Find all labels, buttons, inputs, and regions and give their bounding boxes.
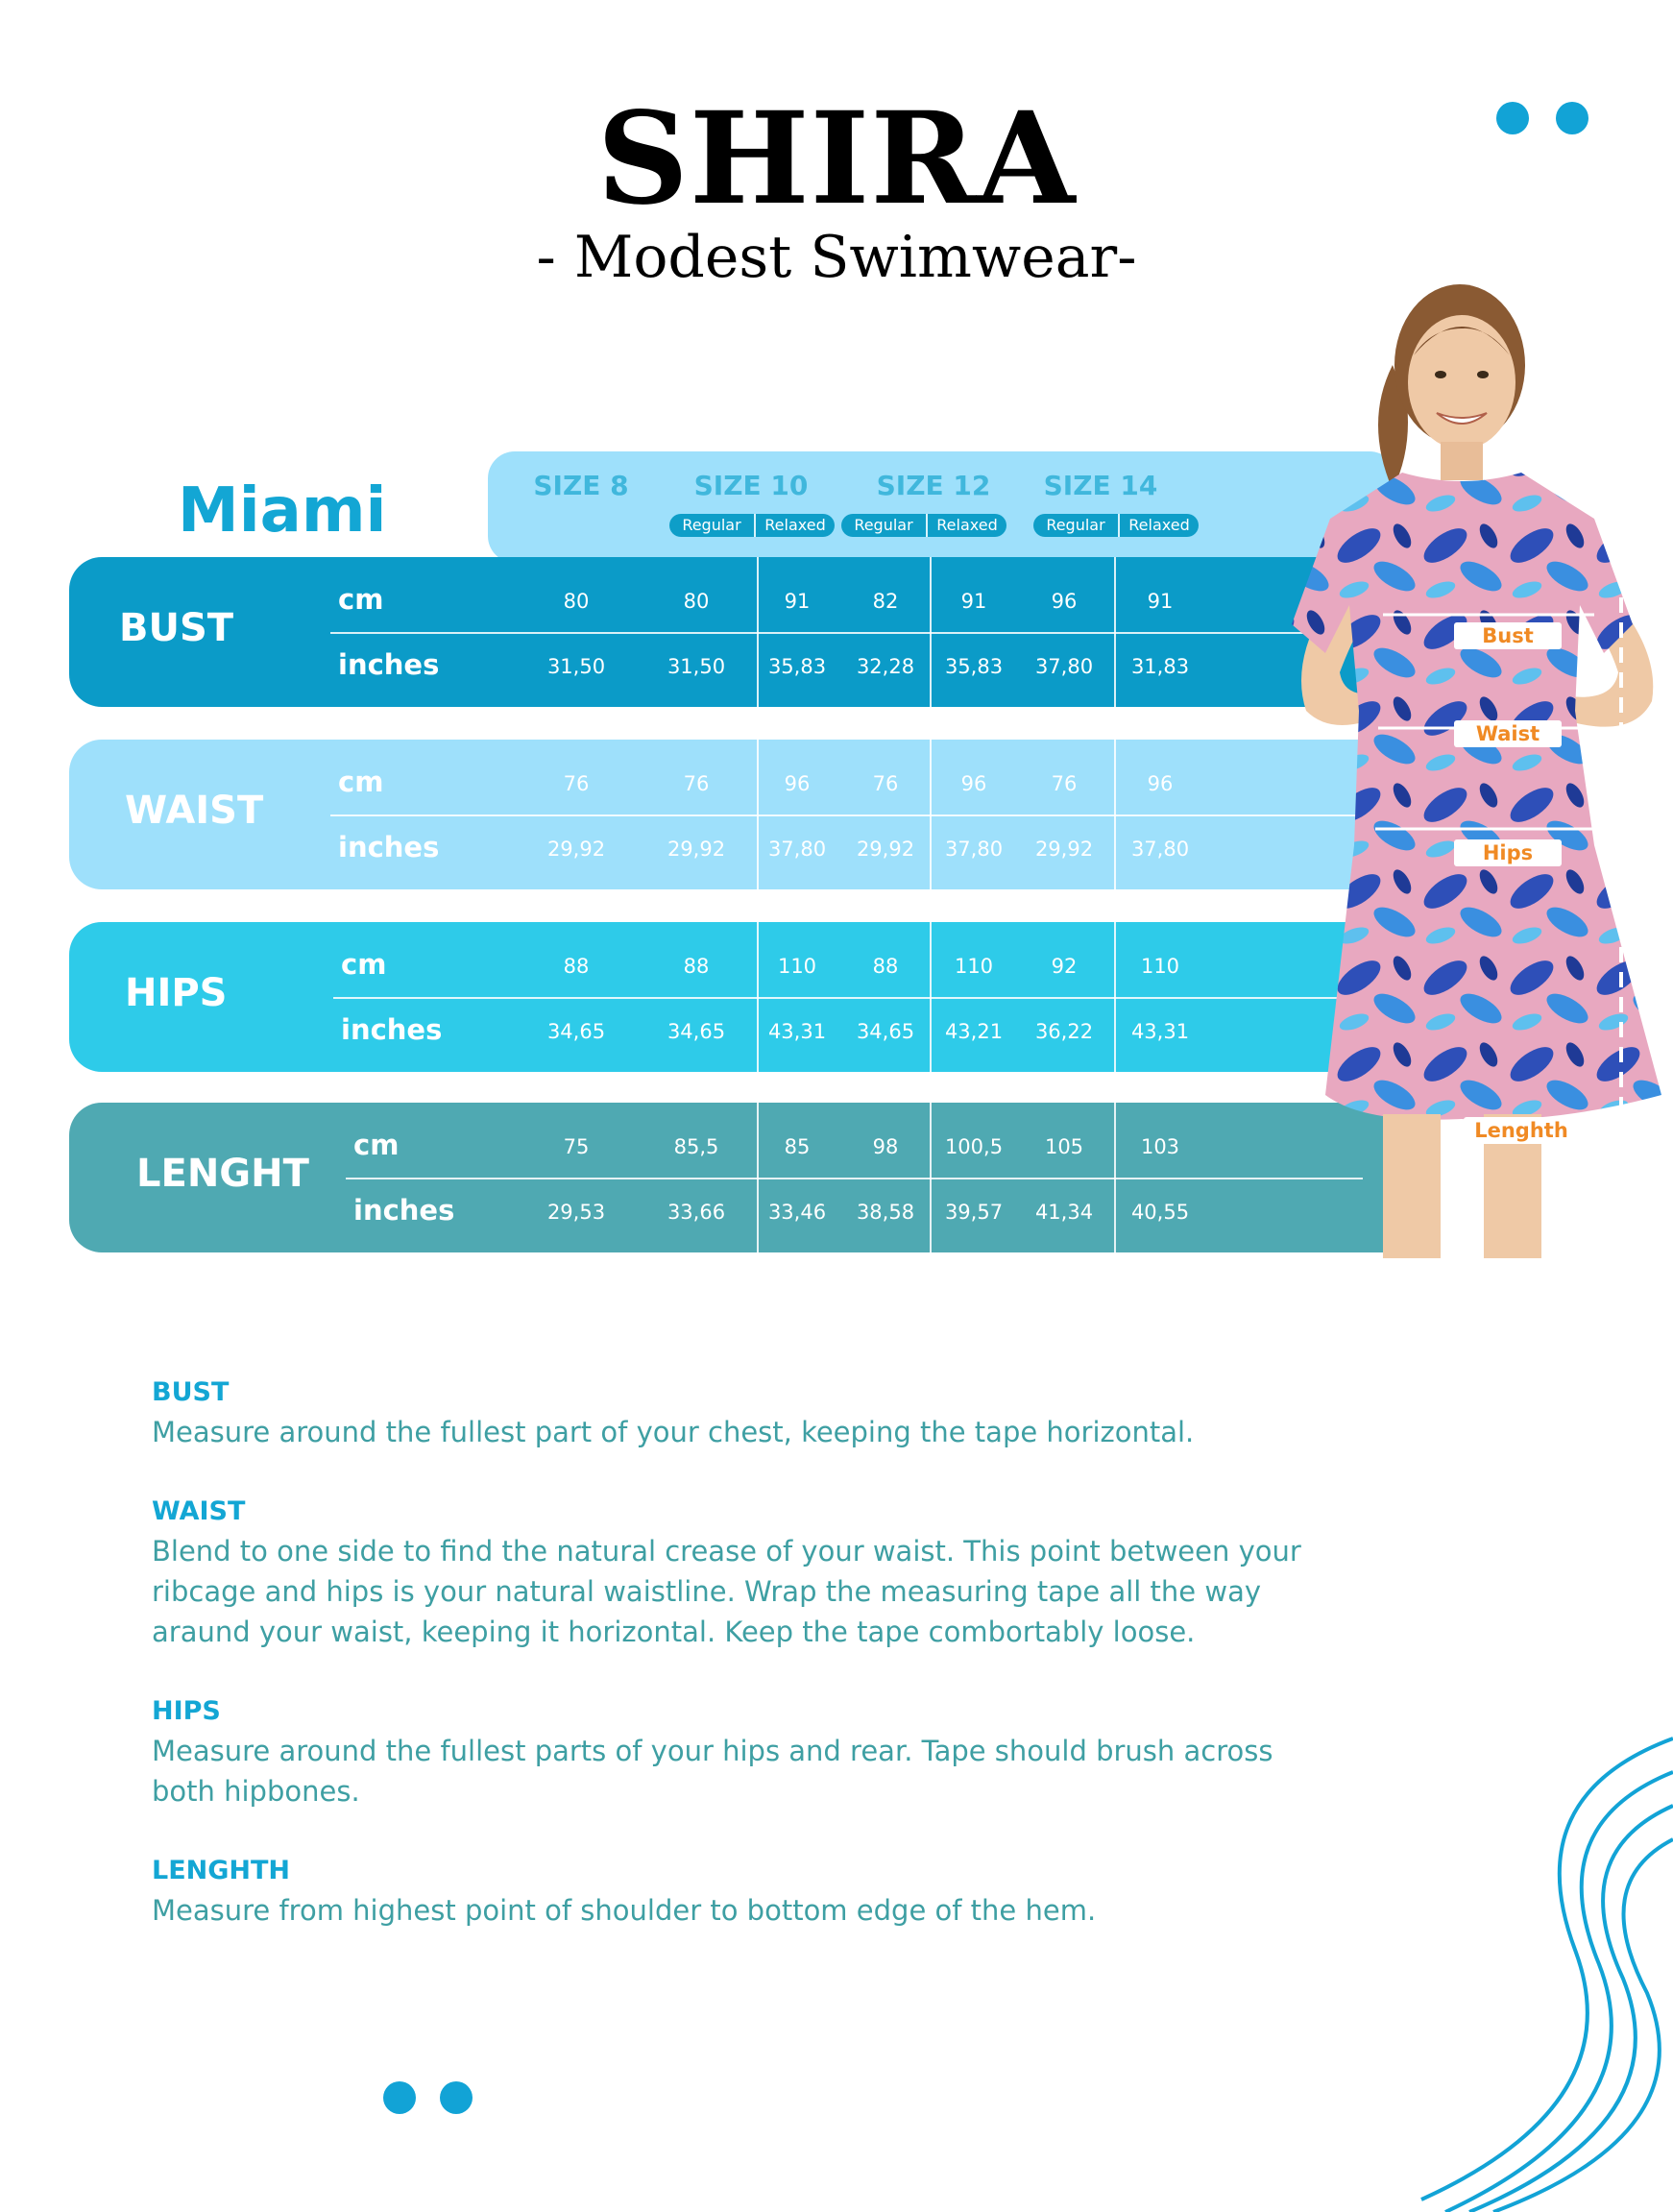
cell-inches: 35,83	[767, 655, 827, 678]
cell-cm: 91	[1147, 590, 1174, 613]
cell-inches: 34,65	[667, 1020, 726, 1043]
cell-inches: 29,92	[546, 838, 606, 861]
unit-label-cm: cm	[353, 1129, 400, 1161]
description-title-hips: HIPS	[152, 1696, 221, 1726]
cell-cm: 100,5	[944, 1135, 1004, 1158]
band-title: BUST	[119, 606, 234, 650]
cell-inches: 31,50	[546, 655, 606, 678]
cell-cm: 76	[872, 772, 899, 795]
size-label-14: SIZE 14	[1043, 470, 1158, 501]
cell-cm: 91	[960, 590, 987, 613]
column-divider	[1114, 557, 1116, 707]
cell-inches: 37,80	[1130, 838, 1190, 861]
fit-relaxed-label: Relaxed	[926, 514, 1006, 537]
column-divider	[930, 557, 932, 707]
cell-cm: 96	[1147, 772, 1174, 795]
size-label-12: SIZE 12	[876, 470, 991, 501]
column-divider	[757, 1103, 759, 1252]
cell-cm: 105	[1044, 1135, 1084, 1158]
cell-cm: 76	[563, 772, 590, 795]
fit-pill-size-14	[1033, 514, 1199, 537]
cell-inches: 31,50	[667, 655, 726, 678]
description-text-bust: Measure around the fullest part of your chest, keeping the tape horizontal.	[152, 1416, 1195, 1448]
cell-cm: 103	[1140, 1135, 1180, 1158]
cell-inches: 43,31	[1130, 1020, 1190, 1043]
cell-inches: 38,58	[856, 1201, 915, 1224]
cell-inches: 39,57	[944, 1201, 1004, 1224]
description-title-length: LENGHTH	[152, 1856, 291, 1885]
cell-cm: 75	[563, 1135, 590, 1158]
cell-inches: 32,28	[856, 655, 915, 678]
cell-inches: 31,83	[1130, 655, 1190, 678]
decorative-wave-lines	[1325, 1719, 1673, 2212]
decorative-dot	[1496, 102, 1529, 134]
unit-label-cm: cm	[341, 948, 387, 981]
column-divider	[930, 1103, 932, 1252]
cell-inches: 41,34	[1034, 1201, 1094, 1224]
fit-regular-label: Regular	[682, 516, 741, 534]
row-divider	[346, 1178, 1363, 1179]
cell-cm: 98	[872, 1135, 899, 1158]
column-divider	[1114, 1103, 1116, 1252]
cell-cm: 91	[784, 590, 811, 613]
column-divider	[1114, 922, 1116, 1072]
cell-cm: 85	[784, 1135, 811, 1158]
cell-cm: 82	[872, 590, 899, 613]
cell-inches: 34,65	[856, 1020, 915, 1043]
fit-regular-label: Regular	[1046, 516, 1105, 534]
cell-inches: 29,92	[667, 838, 726, 861]
column-divider	[930, 740, 932, 889]
decorative-dot	[383, 2081, 416, 2114]
size-label-8: SIZE 8	[533, 470, 629, 501]
description-title-bust: BUST	[152, 1377, 230, 1407]
measure-band-waist	[69, 740, 1423, 889]
cell-cm: 96	[784, 772, 811, 795]
decorative-dot	[1556, 102, 1588, 134]
description-text-length: Measure from highest point of shoulder to bottom edge of the hem.	[152, 1894, 1097, 1927]
fit-pill-size-12	[841, 514, 1006, 537]
cell-cm: 85,5	[673, 1135, 719, 1158]
row-divider	[330, 814, 1363, 816]
unit-label-inches: inches	[353, 1194, 455, 1227]
cell-inches: 37,80	[1034, 655, 1094, 678]
figure-label-waist: Waist	[1454, 720, 1562, 747]
cell-inches: 37,80	[767, 838, 827, 861]
fit-relaxed-label: Relaxed	[1118, 514, 1199, 537]
cell-inches: 40,55	[1130, 1201, 1190, 1224]
cell-cm: 92	[1051, 955, 1078, 978]
cell-inches: 29,53	[546, 1201, 606, 1224]
cell-inches: 29,92	[1034, 838, 1094, 861]
fit-pill-size-10	[669, 514, 835, 537]
size-label-10: SIZE 10	[693, 470, 809, 501]
cell-inches: 37,80	[944, 838, 1004, 861]
cell-inches: 43,31	[767, 1020, 827, 1043]
cell-inches: 33,46	[767, 1201, 827, 1224]
cell-cm: 110	[1140, 955, 1180, 978]
cell-cm: 110	[954, 955, 994, 978]
column-divider	[757, 557, 759, 707]
cell-cm: 96	[960, 772, 987, 795]
cell-inches: 43,21	[944, 1020, 1004, 1043]
brand-title: SHIRA	[596, 85, 1077, 233]
column-divider	[930, 922, 932, 1072]
cell-cm: 96	[1051, 590, 1078, 613]
cell-cm: 88	[683, 955, 710, 978]
description-title-waist: WAIST	[152, 1496, 246, 1526]
cell-cm: 88	[872, 955, 899, 978]
cell-inches: 35,83	[944, 655, 1004, 678]
figure-label-hips: Hips	[1454, 839, 1562, 866]
column-divider	[1114, 740, 1116, 889]
band-title: HIPS	[125, 971, 228, 1015]
cell-inches: 34,65	[546, 1020, 606, 1043]
cell-inches: 33,66	[667, 1201, 726, 1224]
column-divider	[757, 740, 759, 889]
brand-tagline: - Modest Swimwear-	[536, 224, 1137, 291]
unit-label-inches: inches	[338, 648, 440, 681]
figure-label-bust: Bust	[1454, 622, 1562, 649]
description-text-hips: Measure around the fullest parts of your hips and rear. Tape should brush across both hipbones.	[152, 1735, 1273, 1808]
description-text-waist: Blend to one side to find the natural crease of your waist. This point between your ribcage and hips is your natural waistline. Wrap the measuring tape all the way araund your waist, keeping it horizontal. Keep the tape combortably loose.	[152, 1535, 1301, 1648]
cell-cm: 80	[563, 590, 590, 613]
cell-inches: 36,22	[1034, 1020, 1094, 1043]
row-divider	[330, 632, 1363, 634]
measure-band-bust	[69, 557, 1423, 707]
measure-band-lenght	[69, 1103, 1423, 1252]
unit-label-cm: cm	[338, 583, 384, 616]
row-divider	[333, 997, 1363, 999]
cell-inches: 29,92	[856, 838, 915, 861]
cell-cm: 76	[683, 772, 710, 795]
band-title: WAIST	[125, 789, 264, 833]
band-title: LENGHT	[136, 1152, 309, 1196]
cell-cm: 88	[563, 955, 590, 978]
fit-relaxed-label: Relaxed	[754, 514, 835, 537]
unit-label-inches: inches	[341, 1013, 443, 1046]
fit-regular-label: Regular	[854, 516, 913, 534]
cell-cm: 110	[777, 955, 817, 978]
model-figure-illustration	[1249, 259, 1673, 1258]
column-divider	[757, 922, 759, 1072]
model-name: Miami	[178, 475, 387, 547]
unit-label-cm: cm	[338, 766, 384, 798]
unit-label-inches: inches	[338, 831, 440, 863]
cell-cm: 80	[683, 590, 710, 613]
cell-cm: 76	[1051, 772, 1078, 795]
decorative-dot	[440, 2081, 473, 2114]
figure-label-length: Lenghth	[1464, 1117, 1579, 1144]
measure-band-hips	[69, 922, 1423, 1072]
